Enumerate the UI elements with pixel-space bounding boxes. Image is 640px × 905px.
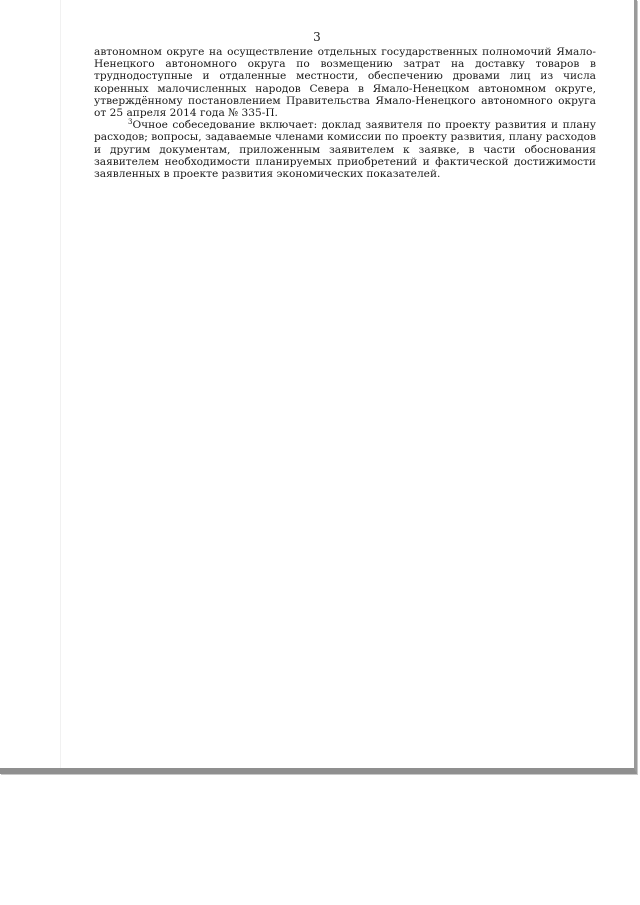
footnotes-block	[94, 46, 596, 180]
footnote-3-text: Очное собеседование включает: доклад заявителя по проекту развития и плану расходов; вопросы, задаваемые членами комиссии по проекту развития, плану расходов и другим документам, приложенным заявителем к заявке, в части обоснования заявителем необходимости планируемых приобретений и фактической достижимости заявленных в проекте развития экономических показателей.	[94, 119, 596, 181]
footnote-continuation: автономном округе на осуществление отдельных государственных полномочий Ямало-Ненецкого автономного округа по возмещению затрат на доставку товаров в труднодоступные и отдаленные местности, обеспечению дровами лиц из числа коренных малочисленных народов Севера в Ямало-Ненецком автономном округе, утверждённому постановлением Правительства Ямало-Ненецкого автономного округа от 25 апреля 2014 года № 335-П.	[94, 46, 596, 120]
page-number: 3	[313, 30, 321, 44]
footnote-3	[94, 119, 596, 180]
footnote-marker: 3	[128, 118, 133, 127]
page-fold-line	[60, 0, 61, 768]
